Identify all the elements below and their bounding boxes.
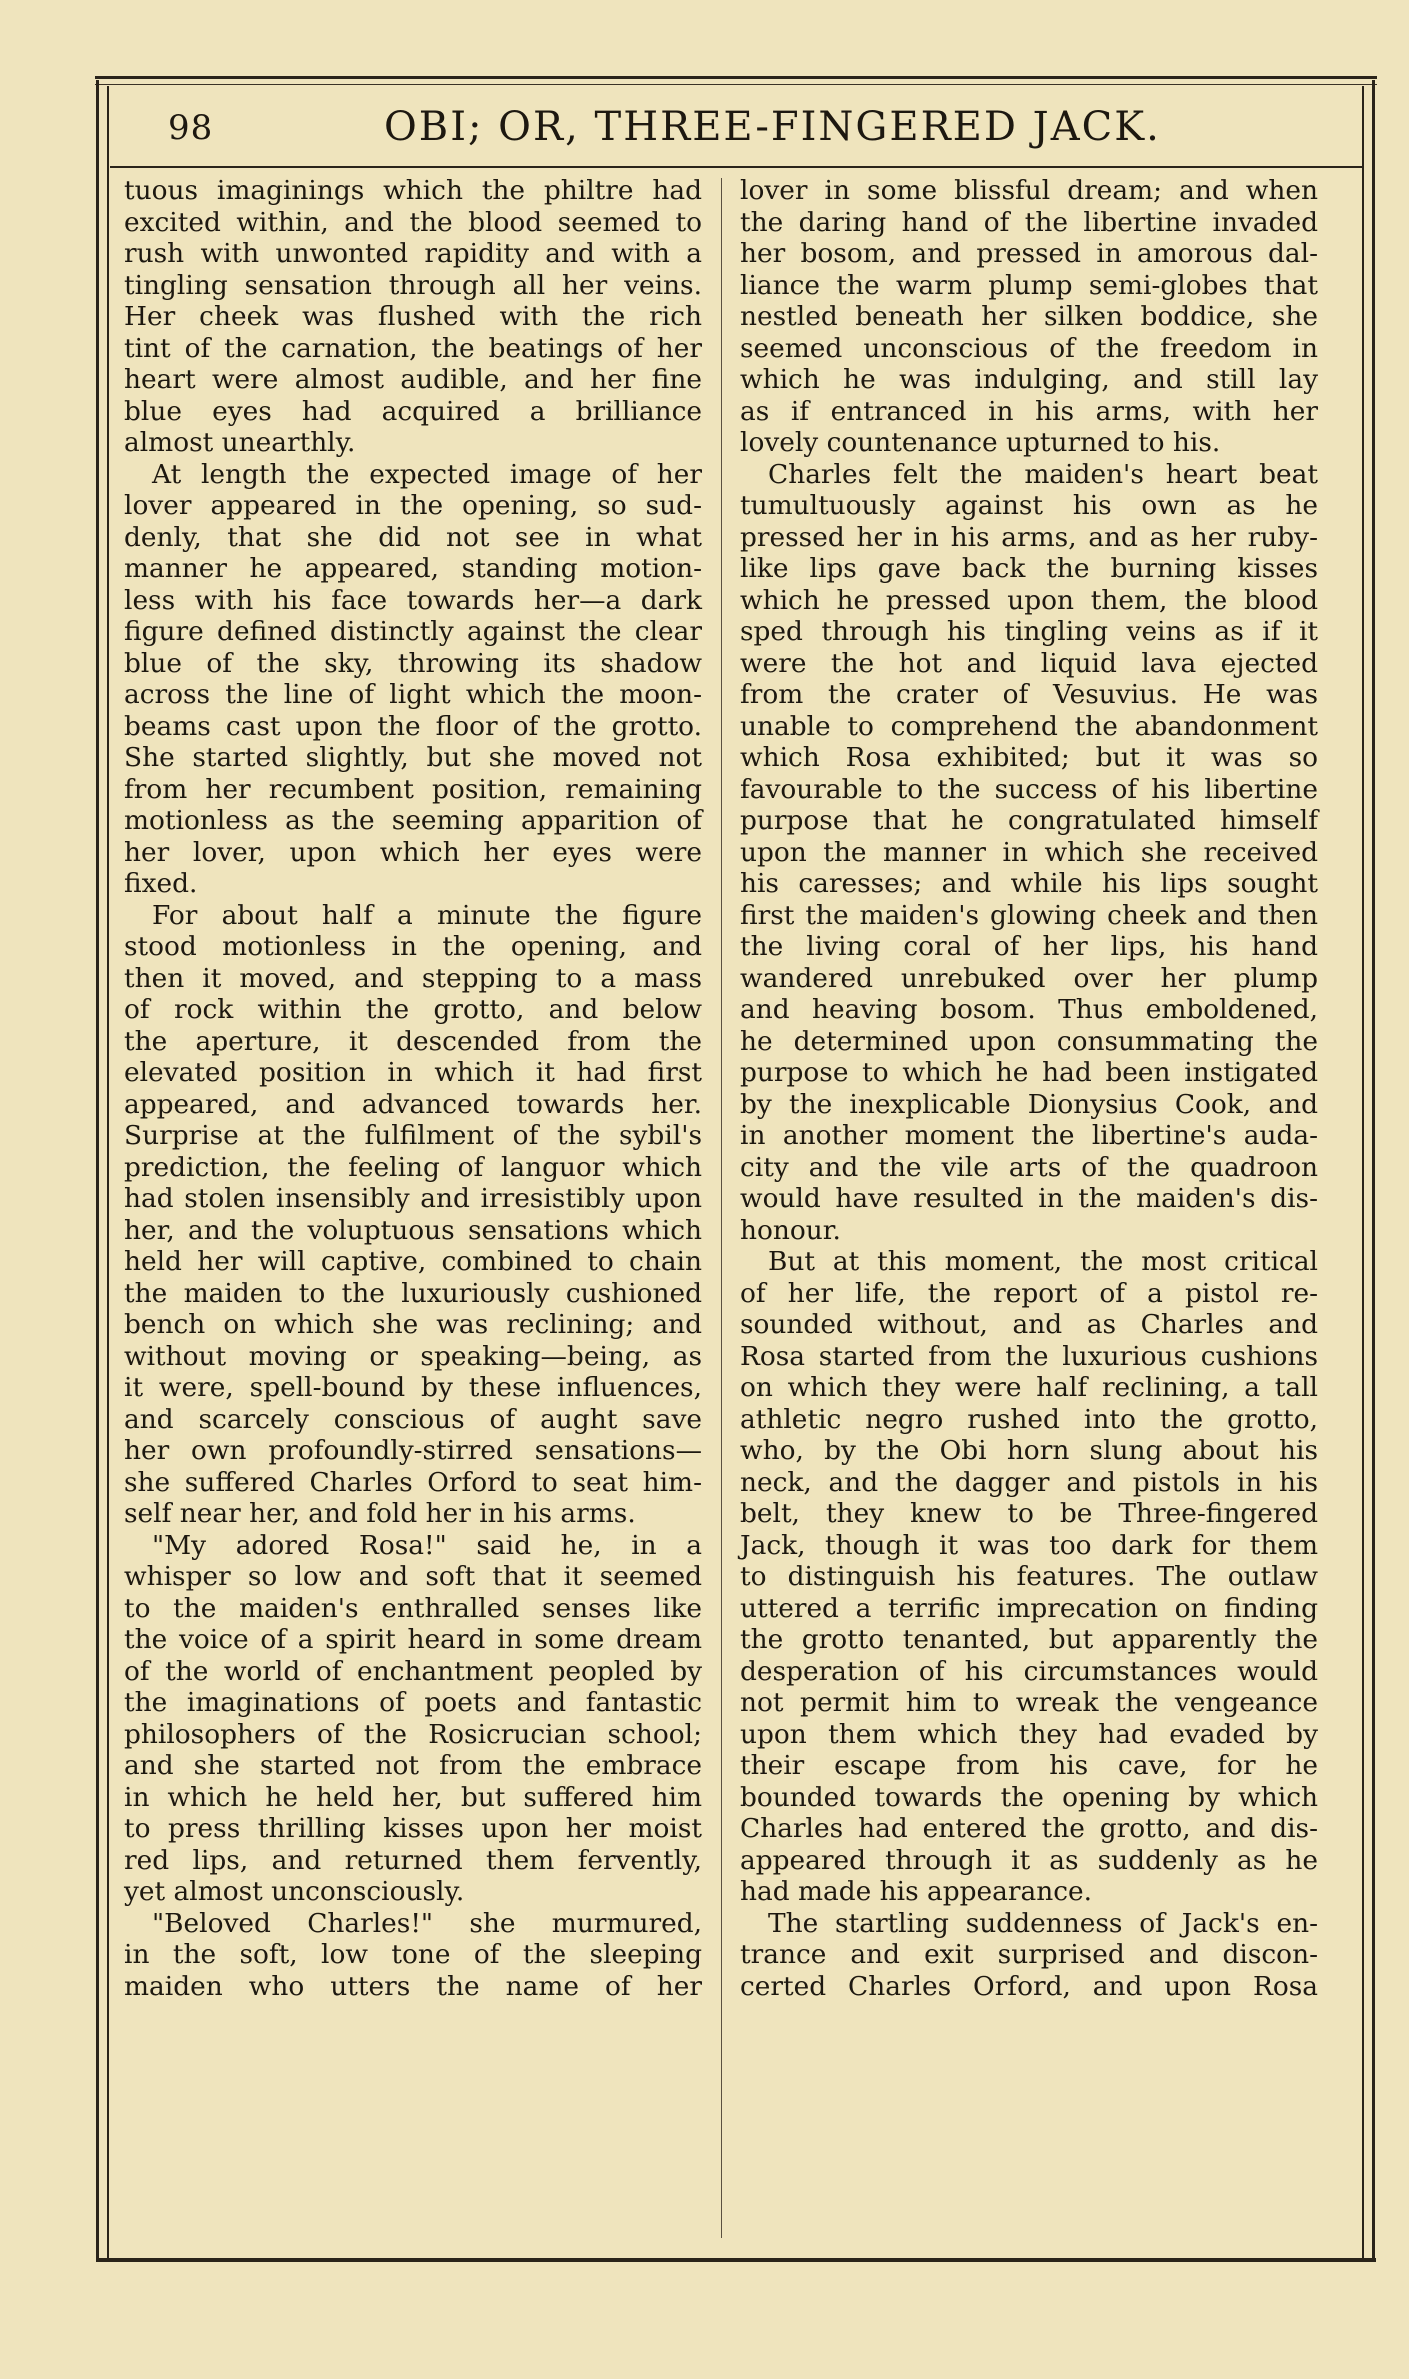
text-line: uttered a terrific imprecation on finding — [740, 1592, 1318, 1624]
text-line: seemed unconscious of the freedom in — [740, 332, 1318, 364]
text-line: the daring hand of the libertine invaded — [740, 206, 1318, 238]
text-line: of rock within the grotto, and below — [124, 994, 702, 1025]
text-line: would have resulted in the maiden's dis- — [740, 1183, 1318, 1214]
text-line: in another moment the libertine's auda- — [740, 1120, 1318, 1151]
text-line: to the maiden's enthralled senses like — [124, 1592, 702, 1624]
text-line: tint of the carnation, the beatings of her — [124, 332, 702, 364]
text-line: excited within, and the blood seemed to — [124, 206, 702, 238]
text-line: belt, they knew to be Three-fingered — [740, 1498, 1318, 1529]
page-header — [118, 98, 1354, 160]
text-line: upon the manner in which she received — [740, 836, 1318, 868]
text-line: appeared, and advanced towards her. — [124, 1088, 702, 1120]
text-line: appeared through it as suddenly as he — [740, 1844, 1318, 1876]
text-line: neck, and the dagger and pistols in his — [740, 1466, 1318, 1498]
text-line: heart were almost audible, and her fine — [124, 364, 702, 395]
text-line: sounded without, and as Charles and — [740, 1309, 1318, 1340]
text-line: Her cheek was flushed with the rich — [124, 301, 702, 332]
text-line: by the inexplicable Dionysius Cook, and — [740, 1088, 1318, 1120]
text-line: beams cast upon the floor of the grotto. — [124, 710, 702, 742]
right-border-rule — [1372, 80, 1375, 2260]
text-line: less with his face towards her—a dark — [124, 584, 702, 616]
text-line: prediction, the feeling of languor which — [124, 1151, 702, 1183]
text-line: which he was indulging, and still lay — [740, 364, 1318, 395]
text-line: whisper so low and soft that it seemed — [124, 1561, 702, 1592]
text-line: as if entranced in his arms, with her — [740, 395, 1318, 427]
text-line: sped through his tingling veins as if it — [740, 616, 1318, 647]
text-line: and she started not from the embrace — [124, 1750, 702, 1781]
text-line: had made his appearance. — [740, 1876, 1093, 1907]
text-line: which he pressed upon them, the blood — [740, 584, 1318, 616]
text-line: she suffered Charles Orford to seat him- — [124, 1466, 702, 1498]
text-line: Rosa started from the luxurious cushions — [740, 1340, 1318, 1372]
text-line: to distinguish his features. The outlaw — [740, 1561, 1318, 1592]
text-line: nestled beneath her silken boddice, she — [740, 301, 1318, 332]
text-line: trance and exit surprised and discon- — [740, 1939, 1318, 1970]
text-line: motionless as the seeming apparition of — [124, 805, 702, 836]
text-line: "My adored Rosa!" said he, in a — [152, 1529, 702, 1561]
text-line: which Rosa exhibited; but it was so — [740, 742, 1318, 773]
header-rule — [110, 166, 1362, 168]
text-line: he determined upon consummating the — [740, 1025, 1318, 1057]
text-line: For about half a minute the figure — [152, 899, 702, 931]
page-number: 98 — [168, 108, 214, 148]
text-line: Jack, though it was too dark for them — [740, 1529, 1318, 1561]
text-line: almost unearthly. — [124, 427, 356, 458]
text-line: the living coral of her lips, his hand — [740, 931, 1318, 962]
text-line: then it moved, and stepping to a mass — [124, 962, 702, 994]
text-line: upon them which they had evaded by — [740, 1718, 1318, 1750]
text-line: favourable to the success of his libertine — [740, 773, 1318, 805]
text-line: who, by the Obi horn slung about his — [740, 1435, 1318, 1466]
right-inner-rule — [1362, 86, 1364, 2258]
text-line: were the hot and liquid lava ejected — [740, 647, 1318, 679]
text-line: from the crater of Vesuvius. He was — [740, 679, 1318, 710]
text-line: blue eyes had acquired a brilliance — [124, 395, 702, 427]
text-line: wandered unrebuked over her plump — [740, 962, 1318, 994]
left-inner-rule — [107, 86, 109, 2258]
text-line: the maiden to the luxuriously cushioned — [124, 1277, 702, 1309]
text-line: "Beloved Charles!" she murmured, — [152, 1907, 702, 1939]
text-line: She started slightly, but she moved not — [124, 742, 702, 773]
text-line: tumultuously against his own as he — [740, 490, 1318, 521]
text-line: across the line of light which the moon- — [124, 679, 702, 710]
text-line: stood motionless in the opening, and — [124, 931, 702, 962]
text-line: to press thrilling kisses upon her moist — [124, 1813, 702, 1844]
text-line: her own profoundly-stirred sensations— — [124, 1435, 702, 1466]
text-line: figure defined distinctly against the clear — [124, 616, 702, 647]
text-line: philosophers of the Rosicrucian school; — [124, 1718, 702, 1750]
text-line: and scarcely conscious of aught save — [124, 1403, 702, 1435]
text-line: bounded towards the opening by which — [740, 1781, 1318, 1813]
text-line: the grotto tenanted, but apparently the — [740, 1624, 1318, 1655]
text-line: on which they were half reclining, a tall — [740, 1372, 1318, 1403]
text-line: desperation of his circumstances would — [740, 1655, 1318, 1687]
text-line: like lips gave back the burning kisses — [740, 553, 1318, 584]
text-line: athletic negro rushed into the grotto, — [740, 1403, 1318, 1435]
text-line: purpose to which he had been instigated — [740, 1057, 1318, 1088]
text-line: denly, that she did not see in what — [124, 521, 702, 553]
top-border-rule — [95, 76, 1377, 79]
bottom-border-rule — [96, 2258, 1376, 2262]
text-line: rush with unwonted rapidity and with a — [124, 238, 702, 269]
text-line: the aperture, it descended from the — [124, 1025, 702, 1057]
text-line: her, and the voluptuous sensations which — [124, 1214, 702, 1246]
text-line: not permit him to wreak the vengeance — [740, 1687, 1318, 1718]
text-line: lover appeared in the opening, so sud- — [124, 490, 702, 521]
text-line: Surprise at the fulfilment of the sybil's — [124, 1120, 702, 1151]
text-line: Charles had entered the grotto, and dis- — [740, 1813, 1318, 1844]
text-line: yet almost unconsciously. — [124, 1876, 465, 1907]
text-line: her bosom, and pressed in amorous dal- — [740, 238, 1318, 269]
text-line: red lips, and returned them fervently, — [124, 1844, 702, 1876]
text-line: unable to comprehend the abandonment — [740, 710, 1318, 742]
text-line: held her will captive, combined to chain — [124, 1246, 702, 1277]
text-line: elevated position in which it had first — [124, 1057, 702, 1088]
text-line: bench on which she was reclining; and — [124, 1309, 702, 1340]
running-title: OBI; OR, THREE-FINGERED JACK. — [384, 104, 1161, 150]
left-text-column — [124, 175, 702, 2002]
text-line: honour. — [740, 1214, 841, 1246]
text-line: city and the vile arts of the quadroon — [740, 1151, 1318, 1183]
text-line: of the world of enchantment peopled by — [124, 1655, 702, 1687]
text-line: in the soft, low tone of the sleeping — [124, 1939, 702, 1970]
text-line: it were, spell-bound by these influences, — [124, 1372, 702, 1403]
text-line: of her life, the report of a pistol re- — [740, 1277, 1318, 1309]
text-line: his caresses; and while his lips sought — [740, 868, 1318, 899]
text-line: the imaginations of poets and fantastic — [124, 1687, 702, 1718]
text-line: had stolen insensibly and irresistibly upon — [124, 1183, 702, 1214]
text-line: the voice of a spirit heard in some dream — [124, 1624, 702, 1655]
text-line: pressed her in his arms, and as her ruby- — [740, 521, 1318, 553]
text-line: fixed. — [124, 868, 198, 899]
text-line: tuous imaginings which the philtre had — [124, 175, 702, 206]
left-border-rule — [96, 80, 99, 2260]
text-line: first the maiden's glowing cheek and then — [740, 899, 1318, 931]
top-inner-rule — [95, 84, 1377, 85]
column-divider — [721, 178, 722, 2238]
text-line: Charles felt the maiden's heart beat — [768, 458, 1318, 490]
text-line: liance the warm plump semi-globes that — [740, 269, 1318, 301]
text-line: The startling suddenness of Jack's en- — [768, 1907, 1318, 1939]
text-line: and heaving bosom. Thus emboldened, — [740, 994, 1318, 1025]
text-line: tingling sensation through all her veins. — [124, 269, 702, 301]
text-line: blue of the sky, throwing its shadow — [124, 647, 702, 679]
text-line: purpose that he congratulated himself — [740, 805, 1318, 836]
text-line: lover in some blissful dream; and when — [740, 175, 1318, 206]
text-line: manner he appeared, standing motion- — [124, 553, 702, 584]
text-line: from her recumbent position, remaining — [124, 773, 702, 805]
text-line: her lover, upon which her eyes were — [124, 836, 702, 868]
text-line: lovely countenance upturned to his. — [740, 427, 1221, 458]
text-line: without moving or speaking—being, as — [124, 1340, 702, 1372]
text-line: certed Charles Orford, and upon Rosa — [740, 1970, 1318, 2002]
text-line: maiden who utters the name of her — [124, 1970, 702, 2002]
text-line: their escape from his cave, for he — [740, 1750, 1318, 1781]
right-text-column — [740, 175, 1318, 2002]
text-line: self near her, and fold her in his arms. — [124, 1498, 636, 1529]
text-line: in which he held her, but suffered him — [124, 1781, 702, 1813]
text-line: But at this moment, the most critical — [768, 1246, 1318, 1277]
text-line: At length the expected image of her — [152, 458, 702, 490]
